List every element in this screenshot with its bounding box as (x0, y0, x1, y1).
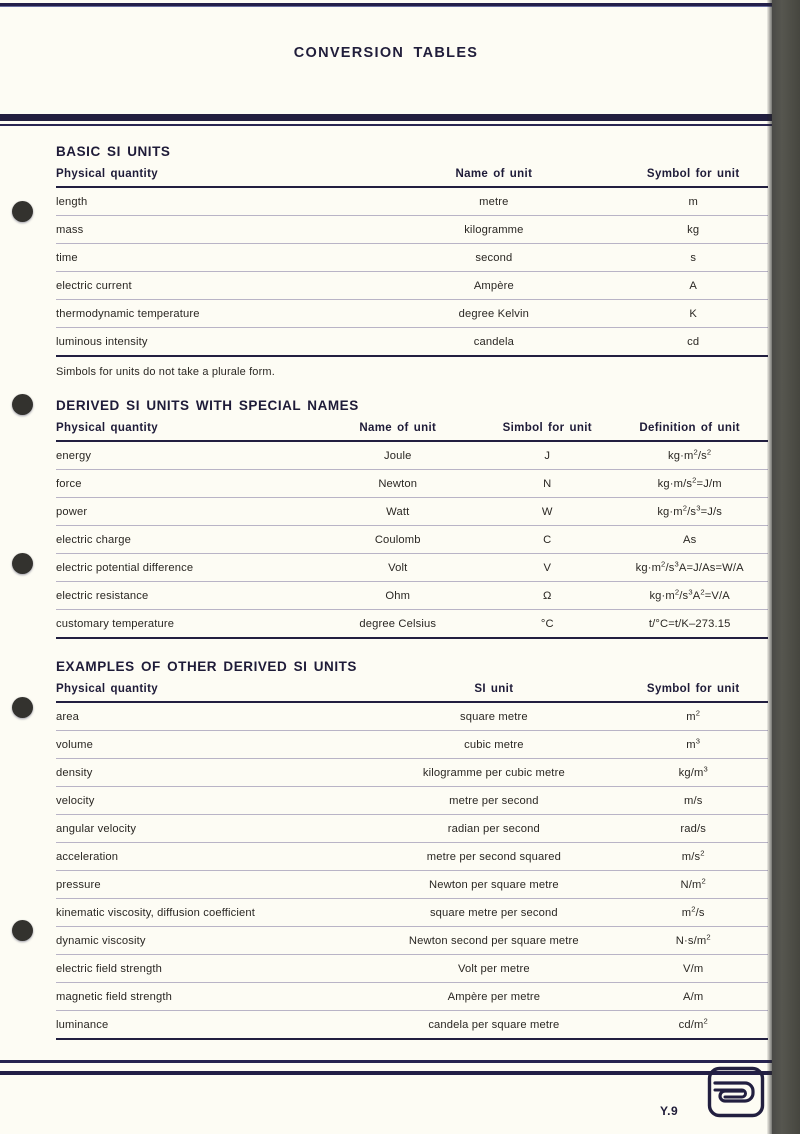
table-row (56, 272, 768, 300)
column-header: Physical quantity (56, 680, 369, 702)
cell-value: $N\cdot s/m^2$ (618, 927, 768, 955)
cell-quantity: customary temperature (56, 610, 312, 639)
table-row (56, 554, 768, 582)
cell-value: $cd/m^2$ (618, 1011, 768, 1040)
cell-value: Volt (312, 554, 483, 582)
table-row (56, 927, 768, 955)
page-top-rule-secondary (0, 6, 772, 7)
table-header-row (56, 680, 768, 702)
column-header: Physical quantity (56, 419, 312, 441)
cell-value: V/m (618, 955, 768, 983)
cell-value: kilogramme (369, 216, 618, 244)
cell-value: Volt per metre (369, 955, 618, 983)
punch-hole-2 (12, 394, 33, 415)
cell-value: C (483, 526, 611, 554)
cell-value: J (483, 441, 611, 470)
cell-quantity: pressure (56, 871, 369, 899)
page-number: Y.9 (660, 1104, 679, 1118)
cell-value: Ampère per metre (369, 983, 618, 1011)
cell-value: $kg/m^3$ (618, 759, 768, 787)
cell-value: cd (618, 328, 768, 357)
cell-value: $kg\cdot m/s^2=J/m$ (611, 470, 768, 498)
cell-value: metre (369, 187, 618, 216)
cell-quantity: electric charge (56, 526, 312, 554)
cell-quantity: dynamic viscosity (56, 927, 369, 955)
cell-quantity: velocity (56, 787, 369, 815)
cell-value: $m/s^2$ (618, 843, 768, 871)
punch-hole-1 (12, 201, 33, 222)
table-row (56, 731, 768, 759)
cell-value: $kg\cdot m^2/s^3A=J/As=W/A$ (611, 554, 768, 582)
cell-quantity: luminous intensity (56, 328, 369, 357)
cell-value: degree Kelvin (369, 300, 618, 328)
cell-value: Ampère (369, 272, 618, 300)
table-row (56, 787, 768, 815)
table-row (56, 216, 768, 244)
table-row (56, 871, 768, 899)
table-row (56, 470, 768, 498)
section-title: DERIVED SI UNITS WITH SPECIAL NAMES (56, 398, 359, 413)
cell-value: $N/m^2$ (618, 871, 768, 899)
cell-value: $m^3$ (618, 731, 768, 759)
cell-quantity: volume (56, 731, 369, 759)
table-row (56, 899, 768, 927)
cell-value: metre per second squared (369, 843, 618, 871)
cell-value: metre per second (369, 787, 618, 815)
units-table (56, 419, 768, 639)
cell-value: cubic metre (369, 731, 618, 759)
table-row (56, 582, 768, 610)
scanner-edge-strip (772, 0, 800, 1134)
table-row (56, 498, 768, 526)
cell-value: W (483, 498, 611, 526)
cell-value: m (618, 187, 768, 216)
footer-rule-bottom (0, 1071, 772, 1075)
table-header-row (56, 419, 768, 441)
cell-value: s (618, 244, 768, 272)
cell-quantity: acceleration (56, 843, 369, 871)
punch-hole-3 (12, 553, 33, 574)
punch-hole-5 (12, 920, 33, 941)
cell-value: Joule (312, 441, 483, 470)
cell-quantity: electric resistance (56, 582, 312, 610)
table-row (56, 441, 768, 470)
table-row (56, 610, 768, 639)
column-header: Physical quantity (56, 165, 369, 187)
table-row (56, 983, 768, 1011)
cell-value: m/s (618, 787, 768, 815)
footer-rule-gap (0, 1063, 772, 1071)
cell-quantity: force (56, 470, 312, 498)
table-row (56, 1011, 768, 1040)
cell-value: degree Celsius (312, 610, 483, 639)
divider-thick-rule (0, 114, 772, 121)
cell-quantity: electric current (56, 272, 369, 300)
header-divider-band (0, 114, 772, 126)
cell-value: candela (369, 328, 618, 357)
cell-value: kg (618, 216, 768, 244)
cell-quantity: thermodynamic temperature (56, 300, 369, 328)
table-footnote: Simbols for units do not take a plurale form. (56, 366, 275, 378)
cell-value: candela per square metre (369, 1011, 618, 1040)
cell-value: Newton (312, 470, 483, 498)
cell-value: square metre (369, 702, 618, 731)
cell-value: radian per second (369, 815, 618, 843)
column-header: Symbol for unit (618, 165, 768, 187)
cell-quantity: electric field strength (56, 955, 369, 983)
cell-value: Newton per square metre (369, 871, 618, 899)
cell-value: K (618, 300, 768, 328)
cell-value: V (483, 554, 611, 582)
cell-quantity: power (56, 498, 312, 526)
column-header: SI unit (369, 680, 618, 702)
section-basic-si-units (56, 130, 768, 378)
cell-value: As (611, 526, 768, 554)
cell-value: A/m (618, 983, 768, 1011)
cell-value: Ω (483, 582, 611, 610)
cell-value: Newton second per square metre (369, 927, 618, 955)
cell-value: t/°C=t/K–273.15 (611, 610, 768, 639)
cell-quantity: time (56, 244, 369, 272)
divider-thin-rule (0, 124, 772, 126)
cell-quantity: angular velocity (56, 815, 369, 843)
cell-quantity: mass (56, 216, 369, 244)
column-header: Name of unit (312, 419, 483, 441)
cell-quantity: energy (56, 441, 312, 470)
column-header: Symbol for unit (618, 680, 768, 702)
cell-value: kilogramme per cubic metre (369, 759, 618, 787)
table-row (56, 526, 768, 554)
page-title: CONVERSION TABLES (293, 45, 479, 61)
page-header (0, 44, 772, 62)
column-header: Name of unit (369, 165, 618, 187)
cell-value: Coulomb (312, 526, 483, 554)
table-row (56, 244, 768, 272)
footer-divider-band (0, 1060, 772, 1075)
section-derived-si-units-special-names (56, 384, 768, 639)
cell-value: A (618, 272, 768, 300)
cell-value: N (483, 470, 611, 498)
table-row (56, 955, 768, 983)
cell-quantity: luminance (56, 1011, 369, 1040)
publisher-spiral-logo-icon (707, 1066, 765, 1118)
cell-value: $kg\cdot m^2/s^3A^2=V/A$ (611, 582, 768, 610)
table-row (56, 328, 768, 357)
table-row (56, 300, 768, 328)
units-table (56, 680, 768, 1040)
table-row (56, 759, 768, 787)
column-header: Simbol for unit (483, 419, 611, 441)
cell-quantity: electric potential difference (56, 554, 312, 582)
cell-quantity: kinematic viscosity, diffusion coefficient (56, 899, 369, 927)
table-row (56, 702, 768, 731)
cell-value: $m^2$ (618, 702, 768, 731)
section-examples-other-derived-si-units (56, 645, 768, 1040)
units-table (56, 165, 768, 357)
table-row (56, 187, 768, 216)
table-row (56, 843, 768, 871)
cell-value: Ohm (312, 582, 483, 610)
section-title: BASIC SI UNITS (56, 144, 171, 159)
cell-value: °C (483, 610, 611, 639)
column-header: Definition of unit (611, 419, 768, 441)
table-row (56, 815, 768, 843)
cell-value: square metre per second (369, 899, 618, 927)
cell-value: $kg\cdot m^2/s^2$ (611, 441, 768, 470)
punch-hole-4 (12, 697, 33, 718)
table-header-row (56, 165, 768, 187)
cell-value: Watt (312, 498, 483, 526)
section-title: EXAMPLES OF OTHER DERIVED SI UNITS (56, 659, 357, 674)
cell-value: $kg\cdot m^2/s^3=J/s$ (611, 498, 768, 526)
cell-value: $m^2/s$ (618, 899, 768, 927)
cell-value: rad/s (618, 815, 768, 843)
tables-container (56, 130, 768, 1046)
cell-quantity: length (56, 187, 369, 216)
cell-quantity: area (56, 702, 369, 731)
cell-value: second (369, 244, 618, 272)
cell-quantity: density (56, 759, 369, 787)
cell-quantity: magnetic field strength (56, 983, 369, 1011)
